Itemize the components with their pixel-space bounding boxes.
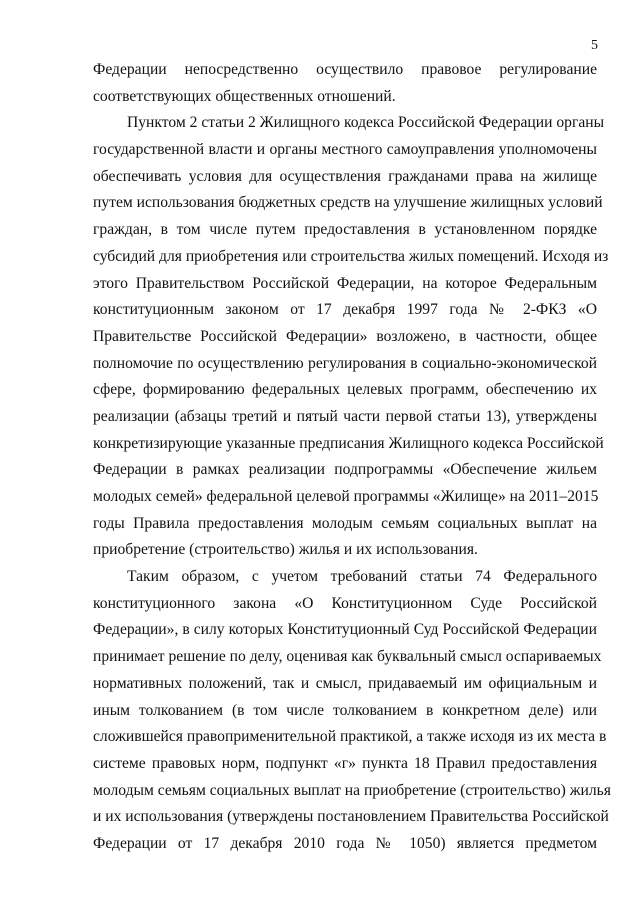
page-number: 5 [591, 38, 598, 53]
text-line: соответствующих общественных отношений. [93, 87, 396, 105]
text-line: граждан, в том числе путем предоставления в установленном порядке [93, 221, 597, 239]
text-line: реализации (абзацы третий и пятый части первой статьи 13), утверждены [93, 407, 597, 425]
paragraph [93, 57, 597, 110]
paragraph [93, 564, 611, 858]
text-line: молодым семьям социальных выплат на приобретение (строительство) жилья [93, 781, 611, 799]
text-line: полномочие по осуществлению регулирования в социально-экономической [93, 354, 597, 372]
text-line: и их использования (утверждены постановлением Правительства Российской [93, 808, 609, 826]
body-text [93, 57, 611, 858]
text-line: обеспечивать условия для осуществления гражданами права на жилище [93, 167, 597, 185]
text-line: конституционного закона «О Конституционном Суде Российской [93, 594, 597, 612]
text-line: системе правовых норм, подпункт «г» пункта 18 Правил предоставления [93, 754, 597, 772]
text-line: конкретизирующие указанные предписания Жилищного кодекса Российской [93, 434, 604, 452]
text-line: молодых семей» федеральной целевой программы «Жилище» на 2011–2015 [93, 488, 599, 505]
text-line: приобретение (строительство) жилья и их использования. [93, 541, 478, 559]
text-line: Федерации в рамках реализации подпрограммы «Обеспечение жильем [93, 461, 597, 479]
text-line: сфере, формированию федеральных целевых программ, обеспечению их [93, 381, 597, 399]
text-line: субсидий для приобретения или строительства жилых помещений. Исходя из [93, 247, 609, 265]
paragraph [93, 110, 609, 564]
text-line: годы Правила предоставления молодым семьям социальных выплат на [93, 514, 597, 532]
text-line: государственной власти и органы местного самоуправления уполномочены [93, 141, 597, 159]
text-line: путем использования бюджетных средств на улучшение жилищных условий [93, 194, 603, 212]
text-line: Таким образом, с учетом требований статьи 74 Федерального [127, 568, 597, 586]
text-line: сложившейся правоприменительной практикой, а также исходя из их места в [93, 728, 607, 746]
text-line: этого Правительством Российской Федерации, на которое Федеральным [93, 274, 597, 292]
text-line: Пунктом 2 статьи 2 Жилищного кодекса Российской Федерации органы [127, 114, 605, 132]
text-line: Федерации», в силу которых Конституционный Суд Российской Федерации [93, 621, 597, 639]
text-line: иным толкованием (в том числе толкованием в конкретном деле) или [93, 701, 597, 719]
text-line: Правительстве Российской Федерации» возложено, в частности, общее [93, 327, 597, 345]
text-line: принимает решение по делу, оценивая как буквальный смысл оспариваемых [93, 648, 602, 666]
text-line: Федерации от 17 декабря 2010 года № 1050) является предметом [93, 834, 597, 852]
text-line: Федерации непосредственно осуществило правовое регулирование [93, 61, 597, 78]
text-line: нормативных положений, так и смысл, придаваемый им официальным и [93, 674, 597, 692]
text-line: конституционным законом от 17 декабря 1997 года № 2-ФКЗ «О [93, 301, 597, 319]
